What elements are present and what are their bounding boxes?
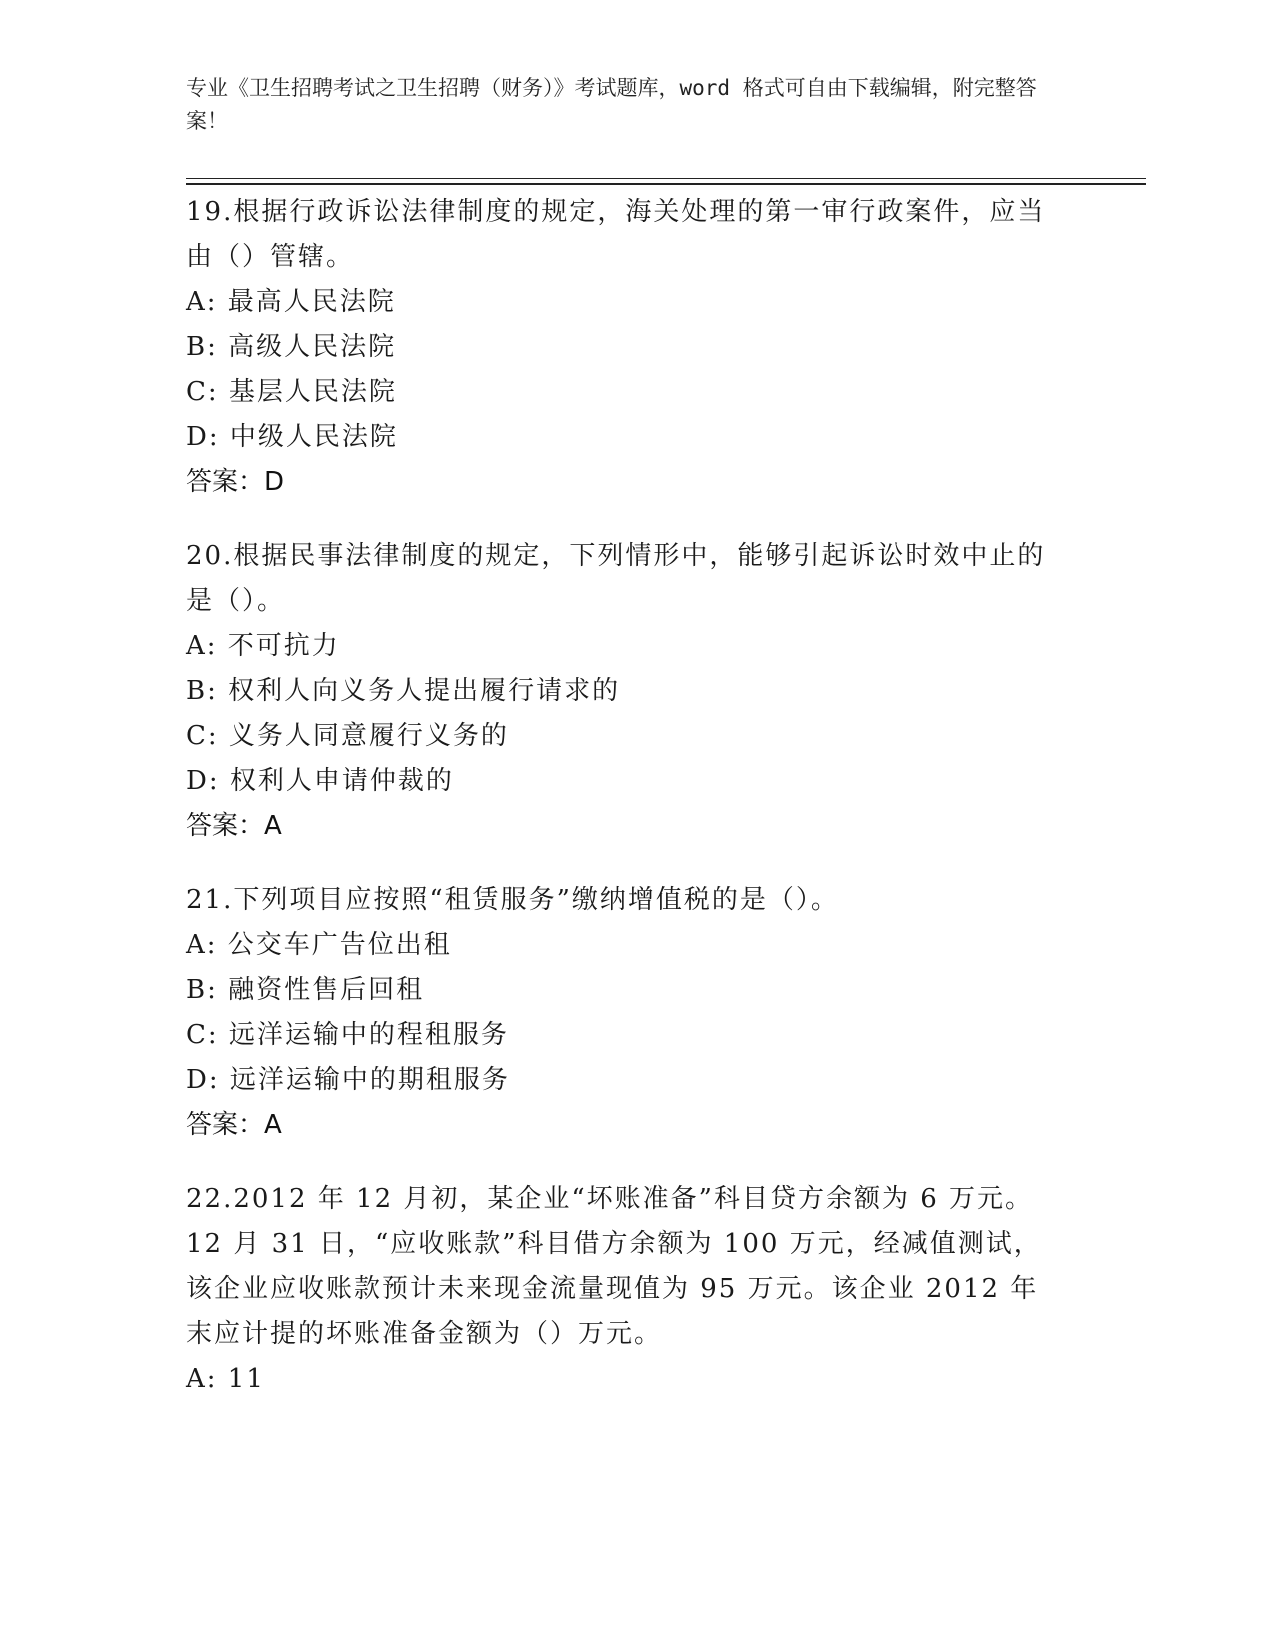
- option-a: A: 11: [186, 1364, 265, 1394]
- answer-line: 答案：A: [186, 1110, 282, 1140]
- answer-line: 答案：D: [186, 467, 285, 497]
- option-d: D: 权利人申请仲裁的: [186, 766, 454, 796]
- question-list: [186, 190, 1066, 1431]
- header-divider-thick: [186, 183, 1146, 185]
- question-stem: 19.根据行政诉讼法律制度的规定，海关处理的第一审行政案件，应当由（）管辖。: [186, 197, 1046, 272]
- question-20: [186, 534, 1066, 849]
- option-a: A: 公交车广告位出租: [186, 930, 452, 960]
- option-c: C: 基层人民法院: [186, 377, 397, 407]
- answer-line: 答案：A: [186, 811, 282, 841]
- document-header: 专业《卫生招聘考试之卫生招聘（财务）》考试题库，word 格式可自由下载编辑，附完整答案！: [186, 76, 1037, 133]
- header-divider: [186, 178, 1146, 179]
- option-c: C: 远洋运输中的程租服务: [186, 1020, 509, 1050]
- question-stem: 20.根据民事法律制度的规定，下列情形中，能够引起诉讼时效中止的是（）。: [186, 541, 1046, 616]
- option-b: B: 高级人民法院: [186, 332, 397, 362]
- option-a: A: 最高人民法院: [186, 287, 396, 317]
- option-a: A: 不可抗力: [186, 631, 340, 661]
- question-stem: 22.2012 年 12 月初，某企业“坏账准备”科目贷方余额为 6 万元。12 月 31 日，“应收账款”科目借方余额为 100 万元，经减值测试，该企业应收账款预计未来现金流量现值为 95 万元。该企业 2012 年末应计提的坏账准备金额为（）万元。: [186, 1184, 1042, 1349]
- option-c: C: 义务人同意履行义务的: [186, 721, 509, 751]
- question-21: [186, 878, 1066, 1148]
- option-b: B: 权利人向义务人提出履行请求的: [186, 676, 621, 706]
- option-b: B: 融资性售后回租: [186, 975, 425, 1005]
- option-d: D: 远洋运输中的期租服务: [186, 1065, 510, 1095]
- question-stem: 21.下列项目应按照“租赁服务”缴纳增值税的是（）。: [186, 885, 839, 915]
- question-19: [186, 190, 1066, 505]
- question-22: [186, 1177, 1066, 1402]
- option-d: D: 中级人民法院: [186, 422, 398, 452]
